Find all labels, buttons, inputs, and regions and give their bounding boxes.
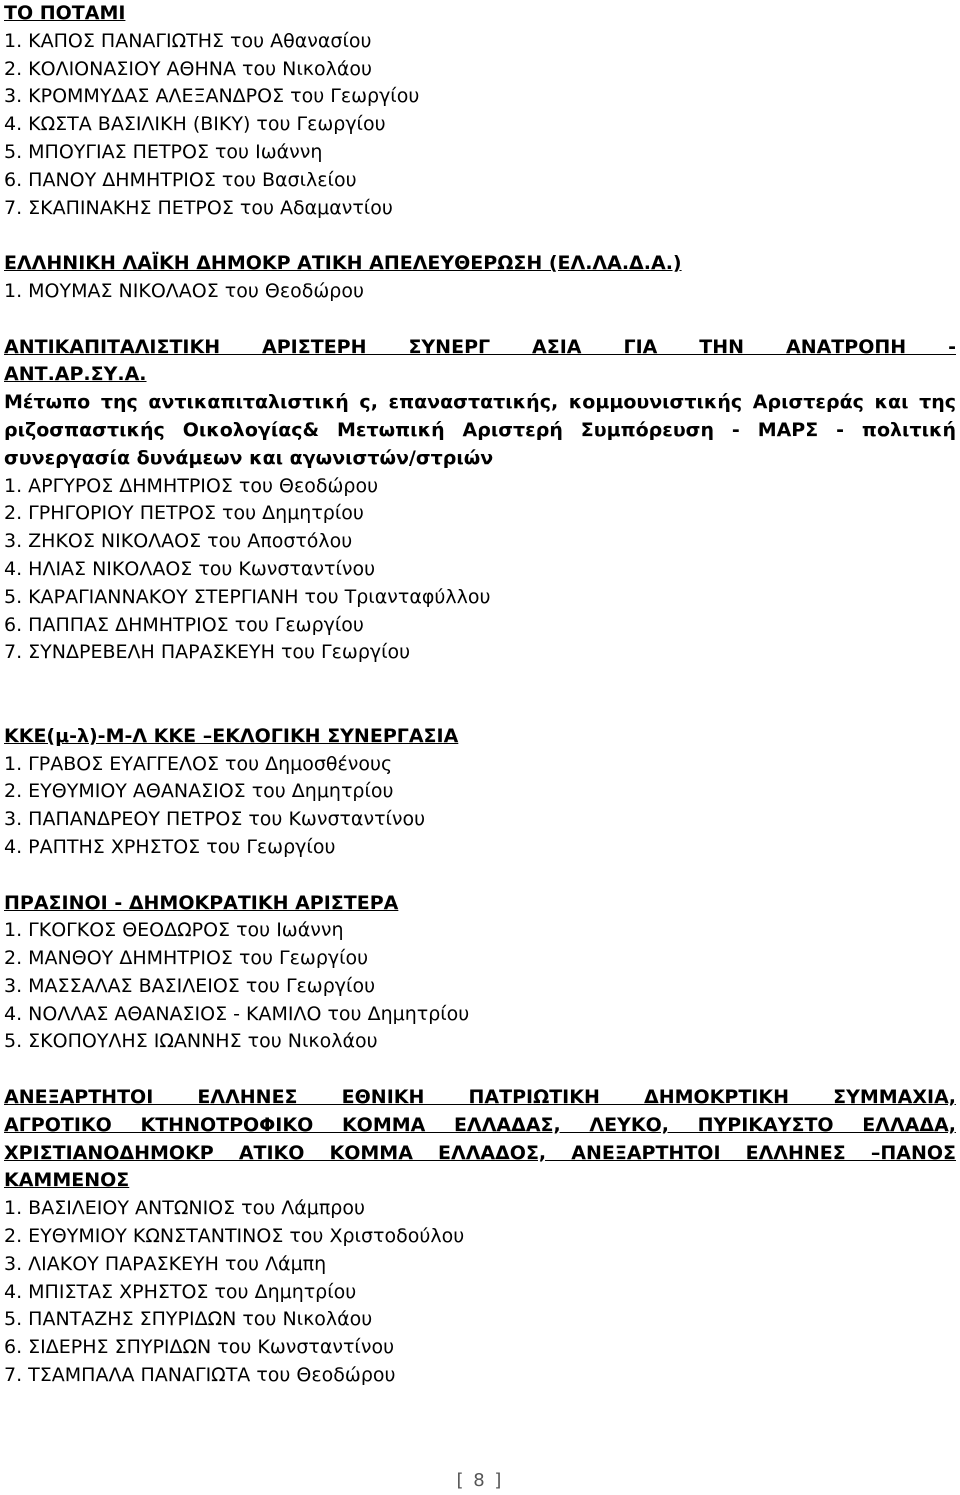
section-title-kke-ml: ΚΚΕ(μ-λ)-Μ-Λ ΚΚΕ –ΕΚΛΟΓΙΚΗ ΣΥΝΕΡΓΑΣΙΑ (4, 724, 459, 747)
list-item: 4. ΡΑΠΤΗΣ ΧΡΗΣΤΟΣ του Γεωργίου (4, 835, 336, 858)
list-item: 5. ΣΚΟΠΟΥΛΗΣ ΙΩΑΝΝΗΣ του Νικολάου (4, 1030, 378, 1053)
list-item: 4. ΗΛΙΑΣ ΝΙΚΟΛΑΟΣ του Κωνσταντίνου (4, 557, 376, 580)
section-description-antarsya: Μέτωπο της αντικαπιταλιστική ς, επαναστατικής, κομμουνιστικής Αριστεράς και της ριζοσπαστικής Οικολογίας& Μετωπική Αριστερή Συμπόρευση - ΜΑΡΣ - πολιτική συνεργασία δυνάμεων και αγωνιστών/στριών (4, 391, 956, 469)
list-item: 2. ΚΟΛΙΟΝΑΣΙΟΥ ΑΘΗΝΑ του Νικολάου (4, 57, 372, 80)
section-title-anel-line2: ΑΓΡΟΤΙΚΟ ΚΤΗΝΟΤΡΟΦΙΚΟ ΚΟΜΜΑ ΕΛΛΑΔΑΣ, ΛΕΥΚΟ, ΠΥΡΙΚΑΥΣΤΟ ΕΛΛΑΔΑ, (4, 1113, 956, 1136)
list-item: 3. ΚΡΟΜΜΥΔΑΣ ΑΛΕΞΑΝΔΡΟΣ του Γεωργίου (4, 85, 420, 108)
document-page (4, 0, 956, 1390)
page-number: [ 8 ] (456, 1470, 504, 1491)
list-item: 6. ΠΑΝΟΥ ΔΗΜΗΤΡΙΟΣ του Βασιλείου (4, 168, 357, 191)
spacer (4, 222, 956, 250)
list-item: 1. ΚΑΠΟΣ ΠΑΝΑΓΙΩΤΗΣ του Αθανασίου (4, 29, 372, 52)
list-item: 5. ΚΑΡΑΓΙΑΝΝΑΚΟΥ ΣΤΕΡΓΙΑΝΗ του Τριανταφύλλου (4, 585, 491, 608)
section-title-antarsya-line2: ΑΝΤ.ΑΡ.ΣΥ.Α. (4, 363, 147, 386)
list-item: 2. ΜΑΝΘΟΥ ΔΗΜΗΤΡΙΟΣ του Γεωργίου (4, 947, 369, 970)
section-title-anel-line1: ΑΝΕΞΑΡΤΗΤΟΙ ΕΛΛΗΝΕΣ ΕΘΝΙΚΗ ΠΑΤΡΙΩΤΙΚΗ ΔΗΜΟΚΡΤΙΚΗ ΣΥΜΜΑΧΙΑ, (4, 1086, 956, 1109)
list-item: 1. ΜΟΥΜΑΣ ΝΙΚΟΛΑΟΣ του Θεοδώρου (4, 279, 364, 302)
list-item: 7. ΣΥΝΔΡΕΒΕΛΗ ΠΑΡΑΣΚΕΥΗ του Γεωργίου (4, 641, 411, 664)
section-title-prasinoi: ΠΡΑΣΙΝΟΙ - ΔΗΜΟΚΡΑΤΙΚΗ ΑΡΙΣΤΕΡΑ (4, 891, 399, 914)
list-item: 7. ΣΚΑΠΙΝΑΚΗΣ ΠΕΤΡΟΣ του Αδαμαντίου (4, 196, 393, 219)
spacer (4, 306, 956, 334)
list-item: 1. ΓΡΑΒΟΣ ΕΥΑΓΓΕΛΟΣ του Δημοσθένους (4, 752, 393, 775)
list-item: 1. ΒΑΣΙΛΕΙΟΥ ΑΝΤΩΝΙΟΣ του Λάμπρου (4, 1197, 365, 1220)
list-item: 3. ΜΑΣΣΑΛΑΣ ΒΑΣΙΛΕΙΟΣ του Γεωργίου (4, 974, 376, 997)
list-item: 3. ΛΙΑΚΟΥ ΠΑΡΑΣΚΕΥΗ του Λάμπη (4, 1252, 327, 1275)
list-item: 2. ΓΡΗΓΟΡΙΟΥ ΠΕΤΡΟΣ του Δημητρίου (4, 502, 364, 525)
list-item: 2. ΕΥΘΥΜΙΟΥ ΑΘΑΝΑΣΙΟΣ του Δημητρίου (4, 780, 394, 803)
list-item: 4. ΝΟΛΛΑΣ ΑΘΑΝΑΣΙΟΣ - ΚΑΜΙΛΟ του Δημητρίου (4, 1002, 470, 1025)
list-item: 6. ΠΑΠΠΑΣ ΔΗΜΗΤΡΙΟΣ του Γεωργίου (4, 613, 364, 636)
section-title-antarsya-line1: ΑΝΤΙΚΑΠΙΤΑΛΙΣΤΙΚΗ ΑΡΙΣΤΕΡΗ ΣΥΝΕΡΓ ΑΣΙΑ ΓΙΑ ΤΗΝ ΑΝΑΤΡΟΠΗ - (4, 335, 956, 358)
section-title-anel-line4: ΚΑΜΜΕΝΟΣ (4, 1169, 130, 1192)
section-title-potami: ΤΟ ΠΟΤΑΜΙ (4, 2, 126, 24)
section-title-elada: ΕΛΛΗΝΙΚΗ ΛΑΪΚΗ ΔΗΜΟΚΡ ΑΤΙΚΗ ΑΠΕΛΕΥΘΕΡΩΣΗ (ΕΛ.ΛΑ.Δ.Α.) (4, 252, 682, 275)
list-item: 5. ΠΑΝΤΑΖΗΣ ΣΠΥΡΙΔΩΝ του Νικολάου (4, 1308, 373, 1331)
list-item: 3. ΖΗΚΟΣ ΝΙΚΟΛΑΟΣ του Αποστόλου (4, 530, 353, 553)
list-item: 4. ΚΩΣΤΑ ΒΑΣΙΛΙΚΗ (ΒΙΚΥ) του Γεωργίου (4, 113, 386, 136)
list-item: 3. ΠΑΠΑΝΔΡΕΟΥ ΠΕΤΡΟΣ του Κωνσταντίνου (4, 808, 426, 831)
list-item: 1. ΑΡΓΥΡΟΣ ΔΗΜΗΤΡΙΟΣ του Θεοδώρου (4, 474, 379, 497)
list-item: 1. ΓΚΟΓΚΟΣ ΘΕΟΔΩΡΟΣ του Ιωάννη (4, 919, 344, 942)
spacer (4, 667, 956, 723)
list-item: 6. ΣΙΔΕΡΗΣ ΣΠΥΡΙΔΩΝ του Κωνσταντίνου (4, 1336, 395, 1359)
spacer (4, 862, 956, 890)
list-item: 2. ΕΥΘΥΜΙΟΥ ΚΩΝΣΤΑΝΤΙΝΟΣ του Χριστοδούλου (4, 1225, 465, 1248)
spacer (4, 1056, 956, 1084)
list-item: 4. ΜΠΙΣΤΑΣ ΧΡΗΣΤΟΣ του Δημητρίου (4, 1280, 357, 1303)
list-item: 7. ΤΣΑΜΠΑΛΑ ΠΑΝΑΓΙΩΤΑ του Θεοδώρου (4, 1364, 396, 1387)
section-title-anel-line3: ΧΡΙΣΤΙΑΝΟΔΗΜΟΚΡ ΑΤΙΚΟ ΚΟΜΜΑ ΕΛΛΑΔΟΣ, ΑΝΕΞΑΡΤΗΤΟΙ ΕΛΛΗΝΕΣ –ΠΑΝΟΣ (4, 1141, 956, 1164)
list-item: 5. ΜΠΟΥΓΙΑΣ ΠΕΤΡΟΣ του Ιωάννη (4, 140, 323, 163)
